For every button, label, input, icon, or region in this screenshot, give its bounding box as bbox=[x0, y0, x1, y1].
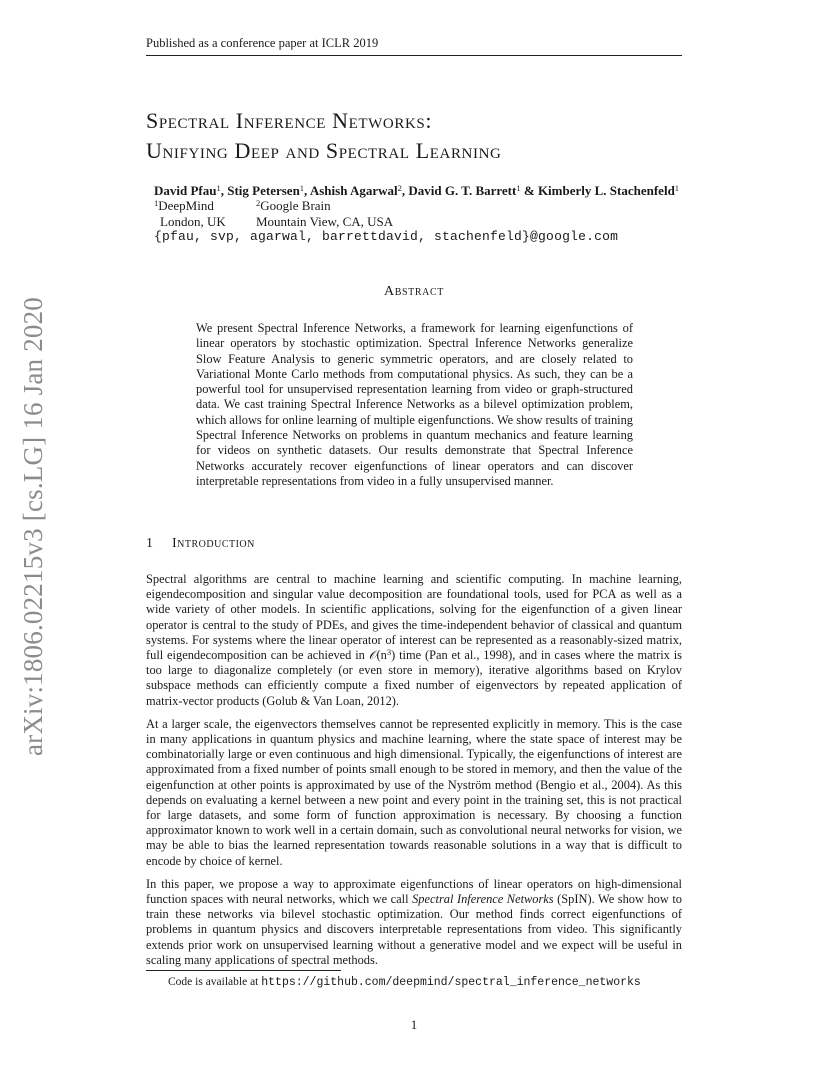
code-url-link[interactable]: https://github.com/deepmind/spectral_inference_networks bbox=[261, 976, 641, 989]
text-run: time (Pan et al., 1998), and in cases where the matrix is too large to diagonalize completely (or even store in memory), iterative algorithms based on Krylov subspace methods can efficiently compute a fixed number of eigenvectors by repeated application of matrix-vector products (Golub & Van Loan, 2012). bbox=[146, 648, 682, 708]
footnote-text: Code is available at bbox=[168, 976, 262, 988]
affiliation-1-name bbox=[154, 198, 256, 214]
paragraph bbox=[146, 877, 682, 968]
author-name: Ashish Agarwal bbox=[309, 183, 398, 198]
section-title: Introduction bbox=[172, 536, 255, 551]
math-exponent: 3 bbox=[386, 647, 392, 658]
author-list bbox=[154, 183, 754, 199]
math-complexity bbox=[369, 648, 396, 662]
paper-title bbox=[146, 106, 706, 166]
paragraph: At a larger scale, the eigenvectors themselves cannot be represented explicitly in memory. This is the case in many applications in quantum physics and machine learning, where the state space of interest may be combinatorially large or even continuous and high dimensional. Typically, the eigenfunctions of interest are approximated from a fixed number of points small enough to be stored in memory, and then the value of the eigenfunction at other points is approximated by use of the Nyström method (Bengio et al., 2004). As this depends on evaluating a kernel between a new point and every point in the training set, this is not practical for large datasets, and some form of function approximation is necessary. By choosing a function approximator known to work well in a certain domain, such as convolutional neural networks for vision, we may be able to bias the learned representation towards reasonable solutions in a way that is difficult to encode by choice of kernel. bbox=[146, 716, 682, 868]
author-name: David G. T. Barrett bbox=[408, 183, 517, 198]
author-name: Kimberly L. Stachenfeld bbox=[537, 183, 675, 198]
affiliation-2-location: Mountain View, CA, USA bbox=[256, 214, 394, 229]
affiliation-1-location: London, UK bbox=[160, 214, 226, 229]
arxiv-stamp-text: arXiv:1806.02215v3 [cs.LG] 16 Jan 2020 bbox=[18, 296, 49, 756]
footnote-rule bbox=[146, 970, 341, 971]
abstract-text: We present Spectral Inference Networks, a framework for learning eigenfunctions of linear operators by stochastic optimization. Spectral Inference Networks generalize Slow Feature Analysis to generic symmetric operators, and are closely related to Variational Monte Carlo methods from computational physics. As such, they can be a powerful tool for unsupervised representation learning from video or graph-structured data. We cast training Spectral Inference Networks as a bilevel optimization problem, which allows for online learning of multiple eigenfunctions. We show results of training Spectral Inference Networks on problems in quantum mechanics and feature learning for videos on synthetic datasets. Our results demonstrate that Spectral Inference Networks accurately recover eigenfunctions of linear operators and can discover interpretable representations from video in a fully unsupervised manner. bbox=[196, 321, 633, 488]
section-number: 1 bbox=[146, 536, 154, 551]
math-symbol: 𝒪 bbox=[368, 648, 377, 663]
abstract-heading: Abstract bbox=[384, 284, 444, 299]
author-name: David Pfau bbox=[154, 183, 217, 198]
running-header: Published as a conference paper at ICLR 2019 bbox=[146, 36, 682, 56]
author-separator: , bbox=[220, 183, 228, 198]
text-run: (SpIN). We show how to train these networks via bilevel stochastic optimization. Our method finds correct eigenfunctions of problems in quantum physics and discovers interpretable representations from video. This significantly extends prior work on unsupervised learning without a generative model and we expect will be useful in scaling many applications of spectral methods. bbox=[146, 892, 682, 967]
author-affil-mark: 1 bbox=[216, 183, 221, 193]
page-number: 1 bbox=[410, 1017, 418, 1032]
author-affil-mark: 2 bbox=[397, 183, 402, 193]
title-line-2: Unifying Deep and Spectral Learning bbox=[146, 138, 502, 163]
affil-mark: 1 bbox=[154, 198, 159, 208]
paragraph bbox=[146, 572, 682, 709]
affil-text: DeepMind bbox=[158, 198, 214, 213]
affil-text: Google Brain bbox=[260, 198, 331, 213]
math-text: ) bbox=[391, 648, 396, 663]
emphasis: Spectral Inference Networks bbox=[412, 892, 554, 907]
text-run: In this paper, we propose a way to approximate eigenfunctions of linear operators on high-dimensional function spaces with neural networks, which we call bbox=[146, 876, 682, 907]
affil-mark: 2 bbox=[256, 198, 261, 208]
introduction-body bbox=[146, 572, 682, 976]
title-line-1: Spectral Inference Networks: bbox=[146, 108, 433, 133]
affiliation-2-name bbox=[256, 198, 331, 214]
affiliations bbox=[154, 198, 393, 230]
author-separator: & bbox=[520, 183, 538, 198]
author-emails: {pfau, svp, agarwal, barrettdavid, stachenfeld}@google.com bbox=[154, 229, 619, 244]
section-heading bbox=[146, 536, 255, 552]
author-separator: , bbox=[304, 183, 310, 198]
math-text: (n bbox=[376, 648, 387, 663]
author-name: Stig Petersen bbox=[227, 183, 300, 198]
author-separator: , bbox=[401, 183, 409, 198]
text-run: Spectral algorithms are central to machine learning and scientific computing. In machine learning, eigendecomposition and singular value decomposition are foundational tools, used for PCA as well as a wide variety of other models. In scientific applications, solving for the eigenfunction of a given linear operator is central to the study of PDEs, and gives the time-independent behavior of classical and quantum systems. For systems where the linear operator of interest can be represented as a reasonably-sized matrix, full eigendecomposition can be achieved in bbox=[146, 572, 682, 663]
footnote bbox=[168, 976, 641, 989]
author-affil-mark: 1 bbox=[299, 183, 305, 193]
author-affil-mark: 1 bbox=[674, 183, 680, 193]
author-affil-mark: 1 bbox=[516, 183, 521, 193]
arxiv-stamp bbox=[8, 292, 60, 760]
